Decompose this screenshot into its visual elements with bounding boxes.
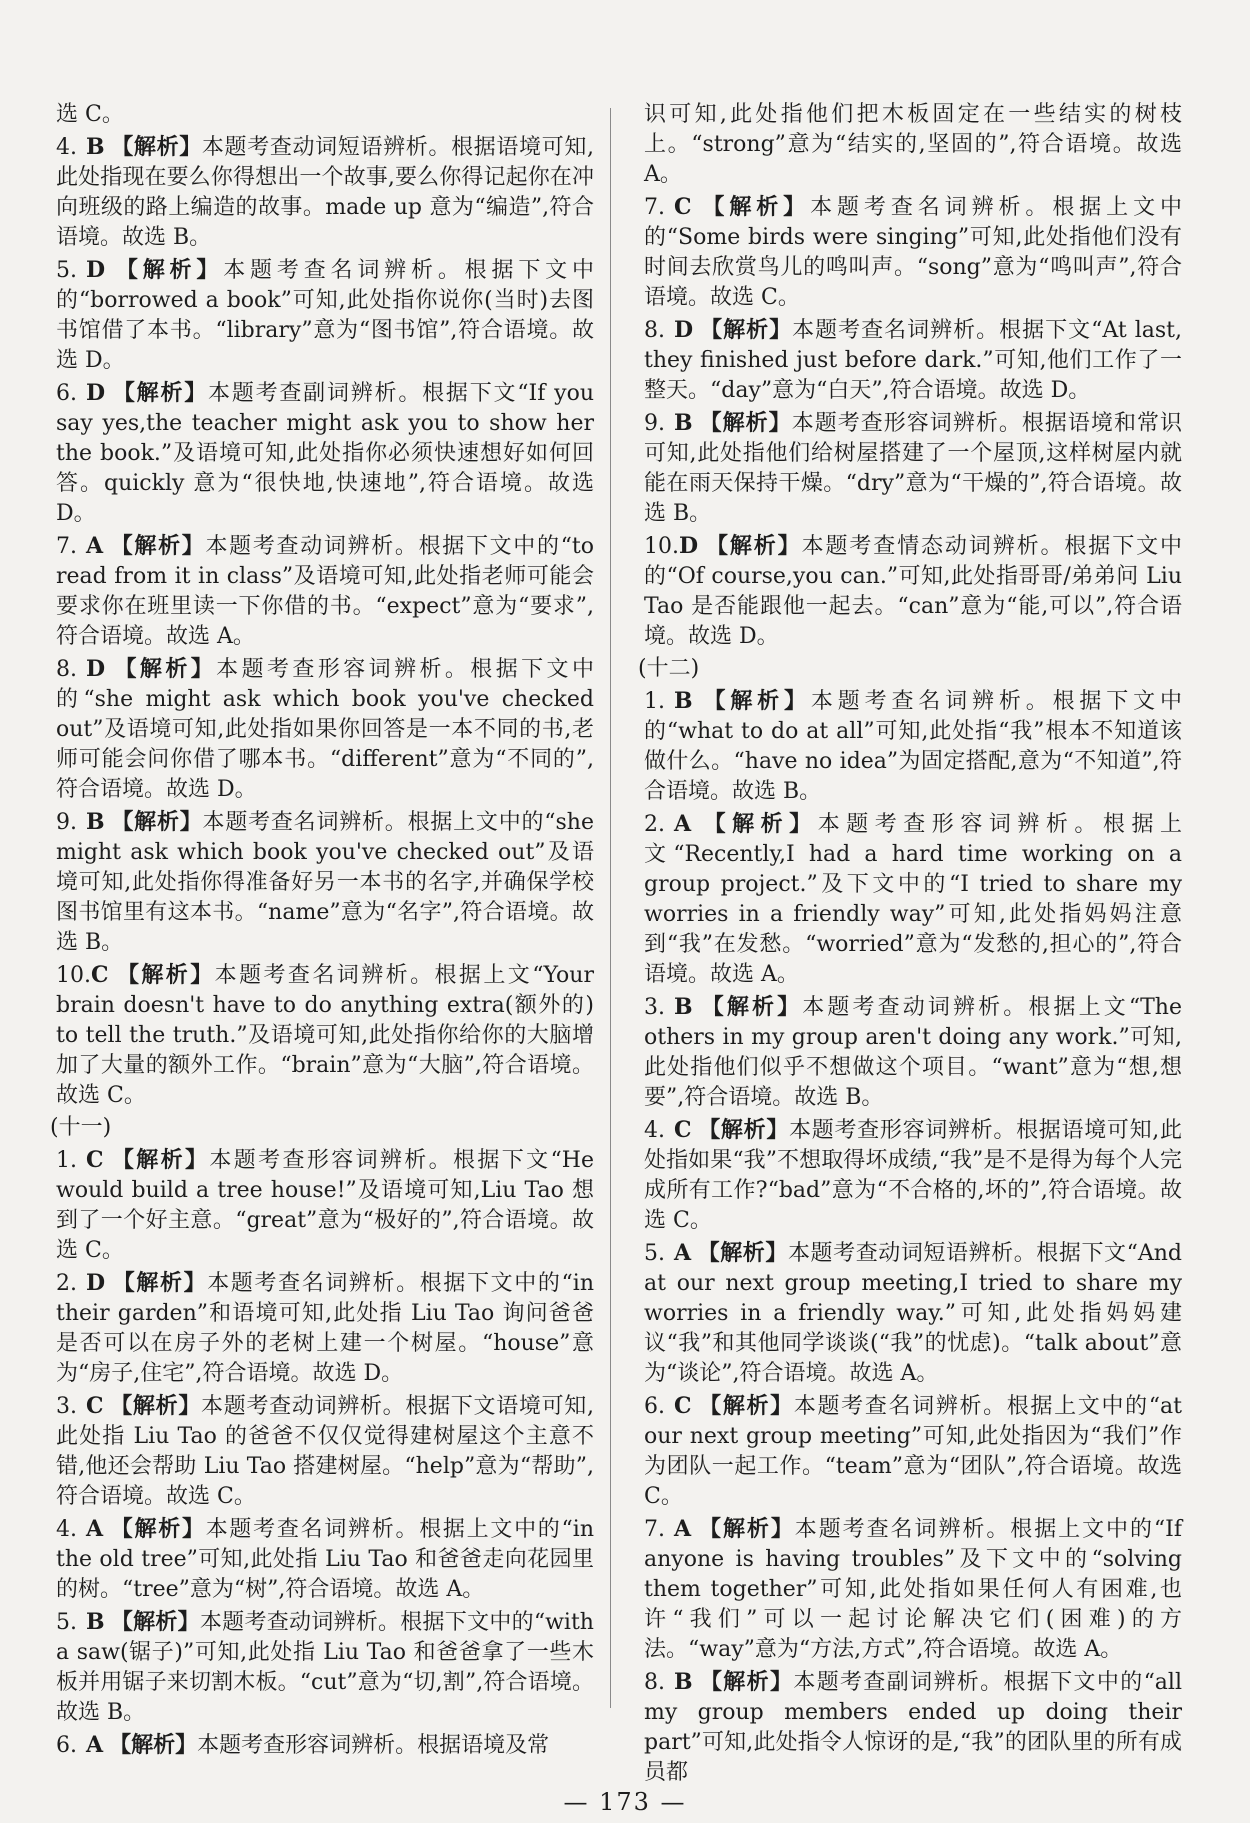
right-items2-list xyxy=(644,686,1182,1788)
continued-line: 识可知,此处指他们把木板固定在一些结实的树枝上。“strong”意为“结实的,坚固的”,符合语境。故选 A。 xyxy=(644,102,1182,187)
answer-item xyxy=(644,408,1182,529)
item-number: 3. xyxy=(644,995,665,1020)
answer-letter: C xyxy=(86,1147,104,1173)
analysis-text: 本题考查名词辨析。根据上文中的“in the old tree”可知,此处指 Liu Tao 和爸爸走向花园里的树。“tree”意为“树”,符合语境。故选 A。 xyxy=(56,1517,594,1602)
answer-letter: D xyxy=(674,317,694,343)
item-number: 4. xyxy=(56,135,77,160)
answer-letter: C xyxy=(91,962,109,988)
analysis-tag: 【解析】 xyxy=(111,656,217,682)
continued-line: 选 C。 xyxy=(56,102,124,127)
item-number: 9. xyxy=(644,411,665,436)
item-number: 6. xyxy=(56,1733,77,1758)
answer-item xyxy=(56,807,594,958)
analysis-tag: 【解析】 xyxy=(698,1669,794,1695)
item-number: 4. xyxy=(644,1118,665,1143)
analysis-text: 本题考查情态动词辨析。根据下文中的“Of course,you can.”可知,此处指哥哥/弟弟问 Liu Tao 是否能跟他一起去。“can”意为“能,可以”,符合语境。故选 D。 xyxy=(644,534,1182,649)
item-number: 7. xyxy=(56,534,77,559)
item-number: 7. xyxy=(644,195,665,220)
answer-item xyxy=(56,960,594,1111)
answer-item xyxy=(56,378,594,529)
analysis-text: 本题考查动词短语辨析。根据下文“And at our next group meeting,I tried to share my worries in a friendly way.”可知,此处指妈妈建议“我”和其他同学谈谈(“我”的忧虑)。“talk about”意为“谈论”,符合语境。故选 A。 xyxy=(644,1241,1182,1386)
answer-item xyxy=(644,1667,1182,1788)
answer-item xyxy=(56,1730,594,1761)
answer-letter: B xyxy=(674,994,693,1020)
answer-letter: D xyxy=(86,656,106,682)
right-column xyxy=(638,100,1182,1790)
item-number: 8. xyxy=(56,657,77,682)
answer-item xyxy=(56,1607,594,1728)
analysis-tag: 【解析】 xyxy=(111,1270,208,1296)
analysis-text: 本题考查名词辨析。根据上文中的“she might ask which book you've checked out”及语境可知,此处指你得准备好另一本书的名字,并确保学校图书馆里有这本书。“name”意为“名字”,符合语境。故选 B。 xyxy=(56,810,594,955)
analysis-text: 本题考查动词辨析。根据上文“The others in my group aren't doing any work.”可知,此处指他们似乎不想做这个项目。“want”意为“想,想要”,符合语境。故选 B。 xyxy=(644,995,1182,1110)
answer-item xyxy=(644,809,1182,990)
answer-item xyxy=(644,1391,1182,1512)
answer-item xyxy=(644,192,1182,313)
analysis-text: 本题考查形容词辨析。根据语境及常 xyxy=(197,1733,550,1758)
analysis-tag: 【解析】 xyxy=(697,1516,795,1542)
answer-letter: B xyxy=(86,1609,105,1635)
analysis-text: 本题考查形容词辨析。根据语境和常识可知,此处指他们给树屋搭建了一个屋顶,这样树屋内就能在雨天保持干燥。“dry”意为“干燥的”,符合语境。故选 B。 xyxy=(644,411,1182,526)
analysis-text: 本题考查名词辨析。根据下文中的“what to do at all”可知,此处指“我”根本不知道该做什么。“have no idea”为固定搭配,意为“不知道”,符合语境。故选 B。 xyxy=(644,689,1182,804)
answer-item xyxy=(644,1115,1182,1236)
item-number: 9. xyxy=(56,810,77,835)
analysis-tag: 【解析】 xyxy=(697,1117,790,1143)
analysis-tag: 【解析】 xyxy=(699,317,793,343)
analysis-text: 本题考查形容词辨析。根据下文“He would build a tree house!”及语境可知,Liu Tao 想到了一个好主意。“great”意为“极好的”,符合语境。故选 C。 xyxy=(56,1148,594,1263)
analysis-tag: 【解析】 xyxy=(111,257,224,283)
answer-letter: D xyxy=(679,533,699,559)
analysis-tag: 【解析】 xyxy=(109,1147,210,1173)
analysis-tag: 【解析】 xyxy=(110,1609,200,1635)
item-number: 3. xyxy=(56,1394,77,1419)
answer-letter: C xyxy=(674,1117,692,1143)
section-heading: (十二) xyxy=(638,656,700,681)
answer-letter: B xyxy=(674,1669,693,1695)
left-items2-list xyxy=(56,1145,594,1761)
left-column xyxy=(50,100,594,1763)
answer-item xyxy=(644,1238,1182,1389)
analysis-tag: 【解析】 xyxy=(110,809,203,835)
analysis-tag: 【解析】 xyxy=(109,1516,206,1542)
analysis-text: 本题考查动词辨析。根据下文中的“with a saw(锯子)”可知,此处指 Liu Tao 和爸爸拿了一些木板并用锯子来切割木板。“cut”意为“切,割”,符合语境。故选 B。 xyxy=(56,1610,594,1725)
analysis-tag: 【解析】 xyxy=(109,1393,202,1419)
analysis-tag: 【解析】 xyxy=(704,533,802,559)
answer-letter: C xyxy=(674,194,692,220)
right-items-list xyxy=(644,192,1182,652)
analysis-text: 本题考查名词辨析。根据上文“Your brain doesn't have to do anything extra(额外的) to tell the truth.”及语境可知,此处指你给你的大脑增加了大量的额外工作。“brain”意为“大脑”,符合语境。故选 C。 xyxy=(56,963,594,1108)
item-number: 2. xyxy=(56,1271,77,1296)
analysis-tag: 【解析】 xyxy=(697,1393,794,1419)
item-number: 5. xyxy=(56,258,77,283)
analysis-text: 本题考查形容词辨析。根据语境可知,此处指如果“我”不想取得坏成绩,“我”是不是得为每个人完成所有工作?“bad”意为“不合格的,坏的”,符合语境。故选 C。 xyxy=(644,1118,1182,1233)
analysis-text: 本题考查形容词辨析。根据下文中的“she might ask which book you've checked out”及语境可知,此处指如果你回答是一本不同的书,老师可能会问你借了哪本书。“different”意为“不同的”,符合语境。故选 D。 xyxy=(56,657,594,802)
analysis-tag: 【解析】 xyxy=(114,962,215,988)
item-number: 2. xyxy=(644,812,665,837)
analysis-text: 本题考查名词辨析。根据下文中的“in their garden”和语境可知,此处指 Liu Tao 询问爸爸是否可以在房子外的老树上建一个树屋。“house”意为“房子,住宅”,符合语境。故选 D。 xyxy=(56,1271,594,1386)
analysis-text: 本题考查名词辨析。根据上文中的“If anyone is having troubles”及下文中的“solving them together”可知,此处指如果任何人有困难,也许“我们”可以一起讨论解决它们(困难)的方法。“way”意为“方法,方式”,符合语境。故选 A。 xyxy=(644,1517,1182,1662)
analysis-text: 本题考查形容词辨析。根据上文“Recently,I had a hard time working on a group project.”及下文中的“I tried to share my worries in a friendly way”可知,此处指妈妈注意到“我”在发愁。“worried”意为“发愁的,担心的”,符合语境。故选 A。 xyxy=(644,812,1182,987)
left-items-list xyxy=(56,132,594,1111)
answer-item xyxy=(56,531,594,652)
answer-letter: A xyxy=(86,533,104,559)
answer-letter: C xyxy=(674,1393,692,1419)
analysis-text: 本题考查副词辨析。根据下文中的“all my group members ended up doing their part”可知,此处指令人惊讶的是,“我”的团队里的所有成员都 xyxy=(644,1670,1182,1785)
item-number: 1. xyxy=(644,689,665,714)
answer-letter: D xyxy=(86,380,106,406)
column-divider xyxy=(610,108,611,1708)
answer-item xyxy=(644,315,1182,406)
analysis-text: 本题考查动词辨析。根据下文语境可知,此处指 Liu Tao 的爸爸不仅仅觉得建树屋这个主意不错,他还会帮助 Liu Tao 搭建树屋。“help”意为“帮助”,符合语境。故选 C。 xyxy=(56,1394,594,1509)
answer-item xyxy=(56,1268,594,1389)
analysis-tag: 【解析】 xyxy=(697,811,818,837)
item-number: 5. xyxy=(644,1241,665,1266)
analysis-tag: 【解析】 xyxy=(109,1732,198,1758)
item-number: 7. xyxy=(644,1517,665,1542)
analysis-text: 本题考查名词辨析。根据上文中的“at our next group meeting”可知,此处指因为“我们”作为团队一起工作。“team”意为“团队”,符合语境。故选 C。 xyxy=(644,1394,1182,1509)
answer-letter: A xyxy=(674,1240,692,1266)
answer-item xyxy=(644,1514,1182,1665)
analysis-text: 本题考查动词短语辨析。根据语境可知,此处指现在要么你得想出一个故事,要么你得记起你在冲向班级的路上编造的故事。made up 意为“编造”,符合语境。故选 B。 xyxy=(56,135,594,250)
answer-letter: A xyxy=(674,811,692,837)
answer-letter: D xyxy=(86,1270,106,1296)
item-number: 8. xyxy=(644,318,665,343)
analysis-tag: 【解析】 xyxy=(697,194,811,220)
analysis-text: 本题考查名词辨析。根据下文“At last, they finished just before dark.”可知,他们工作了一整天。“day”意为“白天”,符合语境。故选 D。 xyxy=(644,318,1182,403)
answer-letter: B xyxy=(674,410,693,436)
answer-letter: A xyxy=(86,1516,104,1542)
section-heading: (十一) xyxy=(50,1115,112,1140)
analysis-tag: 【解析】 xyxy=(698,688,811,714)
item-number: 4. xyxy=(56,1517,77,1542)
analysis-tag: 【解析】 xyxy=(111,380,209,406)
answer-letter: B xyxy=(674,688,693,714)
analysis-tag: 【解析】 xyxy=(110,134,202,160)
analysis-tag: 【解析】 xyxy=(698,994,803,1020)
answer-letter: C xyxy=(86,1393,104,1419)
answer-item xyxy=(56,132,594,253)
analysis-tag: 【解析】 xyxy=(109,533,206,559)
item-number: 5. xyxy=(56,1610,77,1635)
analysis-text: 本题考查名词辨析。根据下文中的“borrowed a book”可知,此处指你说你(当时)去图书馆借了本书。“library”意为“图书馆”,符合语境。故选 D。 xyxy=(56,258,594,373)
analysis-tag: 【解析】 xyxy=(698,410,792,436)
answer-item xyxy=(644,531,1182,652)
answer-letter: A xyxy=(86,1732,104,1758)
item-number: 6. xyxy=(56,381,77,406)
item-number: 6. xyxy=(644,1394,665,1419)
answer-item xyxy=(56,1145,594,1266)
analysis-text: 本题考查动词辨析。根据下文中的“to read from it in class”及语境可知,此处指老师可能会要求你在班里读一下你借的书。“expect”意为“要求”,符合语境。故选 A。 xyxy=(56,534,594,649)
answer-item xyxy=(644,686,1182,807)
answer-item xyxy=(56,1391,594,1512)
answer-item xyxy=(644,992,1182,1113)
answer-letter: B xyxy=(86,809,105,835)
item-number: 10. xyxy=(56,963,91,988)
answer-letter: A xyxy=(674,1516,692,1542)
answer-item xyxy=(56,1514,594,1605)
analysis-text: 本题考查副词辨析。根据下文“If you say yes,the teacher might ask you to show her the book.”及语境可知,此处指你必须快速想好如何回答。quickly 意为“很快地,快速地”,符合语境。故选 D。 xyxy=(56,381,594,526)
page-number: — 173 — xyxy=(563,1788,687,1816)
answer-item xyxy=(56,654,594,805)
analysis-tag: 【解析】 xyxy=(697,1240,788,1266)
item-number: 10. xyxy=(644,534,679,559)
item-number: 1. xyxy=(56,1148,77,1173)
analysis-text: 本题考查名词辨析。根据上文中的“Some birds were singing”可知,此处指他们没有时间去欣赏鸟儿的鸣叫声。“song”意为“鸣叫声”,符合语境。故选 C。 xyxy=(644,195,1182,310)
answer-letter: D xyxy=(86,257,106,283)
answer-item xyxy=(56,255,594,376)
item-number: 8. xyxy=(644,1670,665,1695)
answer-letter: B xyxy=(86,134,105,160)
